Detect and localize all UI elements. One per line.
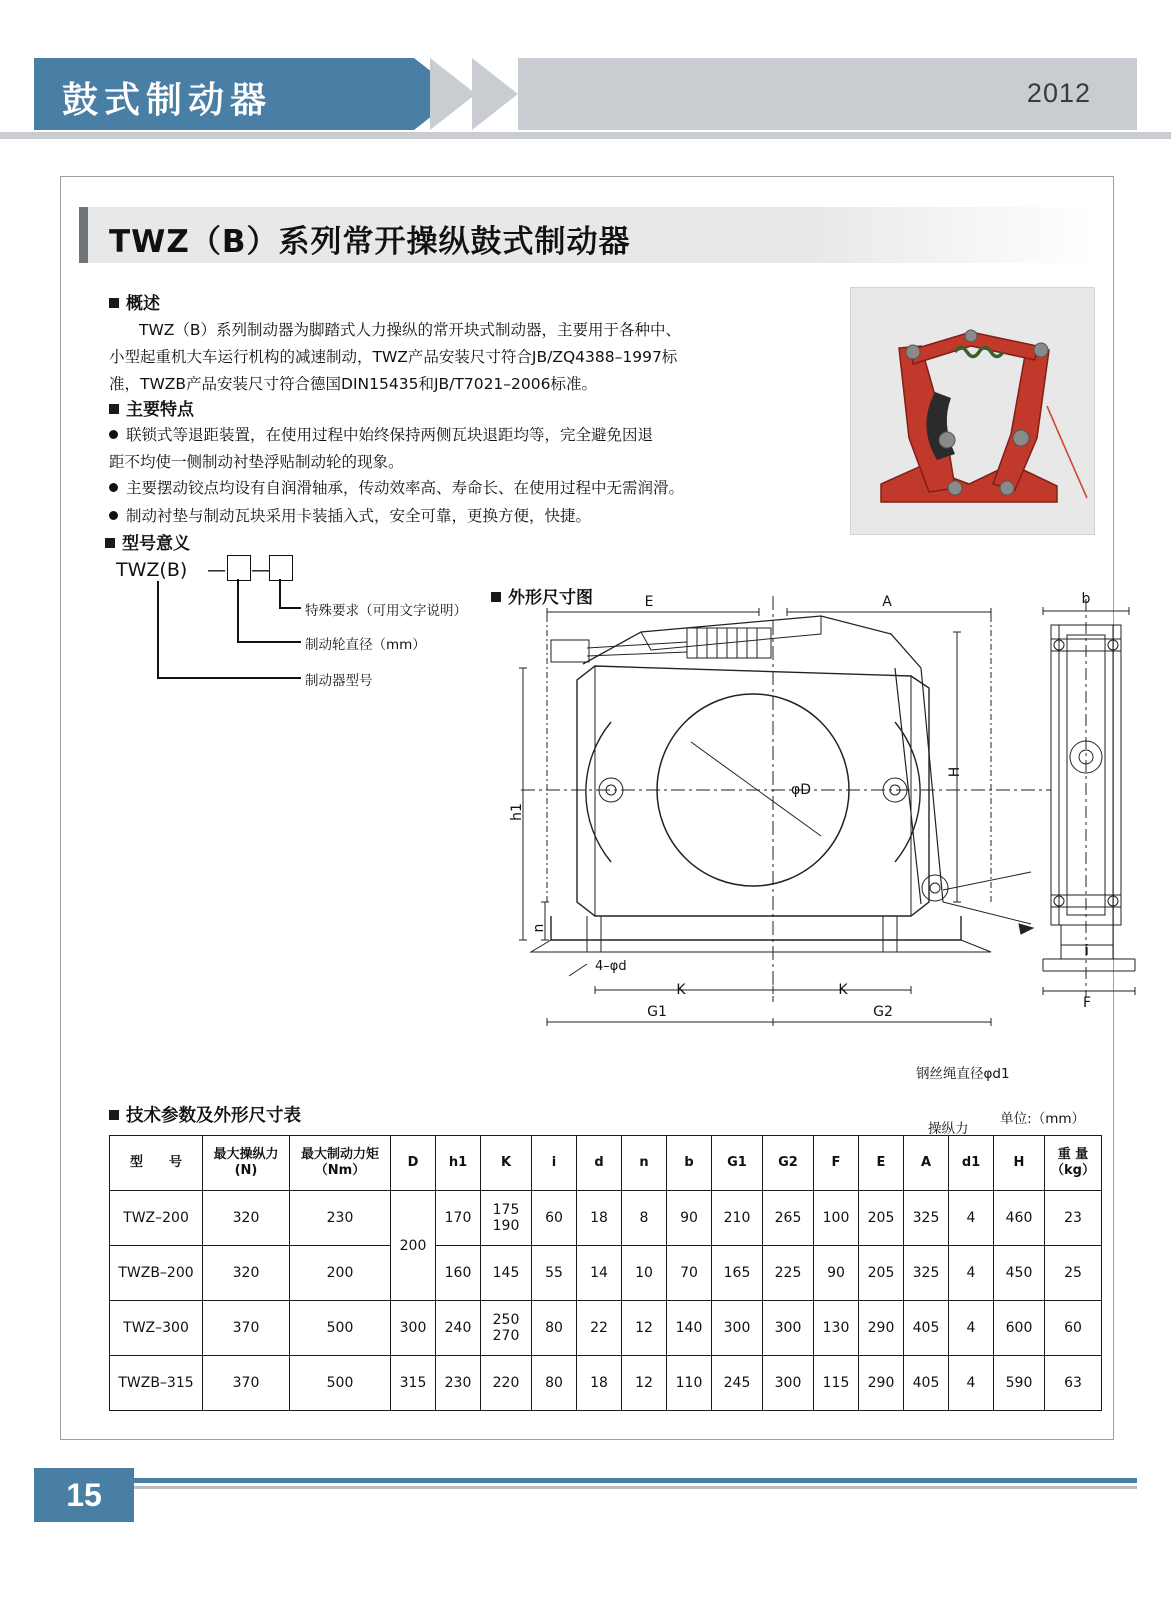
cell-i: 80 <box>532 1356 577 1411</box>
square-bullet-icon <box>105 538 115 548</box>
table-row <box>110 1246 1102 1301</box>
svg-text:H: H <box>947 766 963 778</box>
svg-text:n: n <box>531 923 547 933</box>
th-force: 最大操纵力(N) <box>203 1136 290 1191</box>
th-n: n <box>622 1136 667 1191</box>
th-i: i <box>532 1136 577 1191</box>
header-rule <box>0 132 1171 139</box>
th-weight-line2: （kg） <box>1051 1163 1095 1178</box>
cell-model: TWZB–200 <box>110 1246 203 1301</box>
cell-D: 315 <box>391 1356 436 1411</box>
cell-K <box>481 1301 532 1356</box>
cell-i: 55 <box>532 1246 577 1301</box>
svg-text:4–φd: 4–φd <box>595 959 627 974</box>
cell-G2: 265 <box>763 1191 814 1246</box>
table-header-row <box>110 1136 1102 1191</box>
svg-text:G1: G1 <box>647 1004 667 1020</box>
cell-E: 205 <box>859 1246 904 1301</box>
cell-A: 325 <box>904 1191 949 1246</box>
th-G2: G2 <box>763 1136 814 1191</box>
cell-d: 18 <box>577 1191 622 1246</box>
leader-vert-1 <box>279 579 281 607</box>
outline-drawing-heading: 外形尺寸图 <box>491 583 593 608</box>
rope-diameter-label: 钢丝绳直径φd1 <box>916 1066 1010 1082</box>
cell-b: 70 <box>667 1246 712 1301</box>
header-chevron-1 <box>430 58 476 130</box>
title-band-marker <box>79 207 88 263</box>
cell-model: TWZ–200 <box>110 1191 203 1246</box>
th-h1: h1 <box>436 1136 481 1191</box>
model-code-heading: 型号意义 <box>105 529 190 554</box>
cell-h1: 240 <box>436 1301 481 1356</box>
table-row <box>110 1191 1102 1246</box>
leader-label-3: 制动器型号 <box>305 673 373 689</box>
outline-drawing-side <box>1021 577 1151 1017</box>
model-box-2 <box>269 555 293 581</box>
th-D: D <box>391 1136 436 1191</box>
cell-E: 290 <box>859 1356 904 1411</box>
leader-label-1: 特殊要求（可用文字说明） <box>305 603 467 619</box>
cell-torque: 500 <box>290 1356 391 1411</box>
cell-weight: 60 <box>1045 1301 1102 1356</box>
page-frame <box>60 176 1114 1440</box>
cell-A: 405 <box>904 1356 949 1411</box>
cell-K-line2: 190 <box>492 1218 520 1234</box>
cell-model: TWZB–315 <box>110 1356 203 1411</box>
cell-G1: 245 <box>712 1356 763 1411</box>
svg-text:h1: h1 <box>509 803 525 821</box>
overview-line-2: 小型起重机大车运行机构的减速制动，TWZ产品安装尺寸符合JB/ZQ4388–1997标 <box>109 348 678 366</box>
th-torque <box>290 1136 391 1191</box>
square-bullet-icon <box>109 1110 119 1120</box>
svg-text:K: K <box>676 982 686 998</box>
cell-G2: 300 <box>763 1356 814 1411</box>
cell-G1: 165 <box>712 1246 763 1301</box>
svg-text:K: K <box>838 982 848 998</box>
overview-line-3: 准，TWZB产品安装尺寸符合德国DIN15435和JB/T7021–2006标准。 <box>109 375 597 393</box>
cell-weight: 23 <box>1045 1191 1102 1246</box>
svg-text:b: b <box>1081 591 1091 607</box>
cell-force: 370 <box>203 1301 290 1356</box>
cell-F: 100 <box>814 1191 859 1246</box>
cell-i: 80 <box>532 1301 577 1356</box>
cell-d1: 4 <box>949 1191 994 1246</box>
page-number: 15 <box>34 1468 134 1522</box>
cell-F: 130 <box>814 1301 859 1356</box>
cell-h1: 160 <box>436 1246 481 1301</box>
cell-d: 18 <box>577 1356 622 1411</box>
cell-torque: 230 <box>290 1191 391 1246</box>
cell-D: 200 <box>391 1191 436 1301</box>
model-dash-2: — <box>251 559 270 581</box>
cell-d: 22 <box>577 1301 622 1356</box>
cell-K <box>481 1191 532 1246</box>
th-d: d <box>577 1136 622 1191</box>
cell-G2: 300 <box>763 1301 814 1356</box>
th-weight-line1: 重 量 <box>1057 1147 1089 1162</box>
page-header <box>0 58 1171 130</box>
th-b: b <box>667 1136 712 1191</box>
cell-E: 205 <box>859 1191 904 1246</box>
cell-force: 370 <box>203 1356 290 1411</box>
cell-G1: 300 <box>712 1301 763 1356</box>
cell-G1: 210 <box>712 1191 763 1246</box>
operating-force-label: 操纵力 <box>928 1121 969 1137</box>
cell-n: 8 <box>622 1191 667 1246</box>
overview-line-1: TWZ（B）系列制动器为脚踏式人力操纵的常开块式制动器，主要用于各种中、 <box>139 321 682 339</box>
square-bullet-icon <box>109 298 119 308</box>
cell-F: 90 <box>814 1246 859 1301</box>
cell-force: 320 <box>203 1246 290 1301</box>
cell-b: 140 <box>667 1301 712 1356</box>
feature-item-2 <box>109 475 829 502</box>
cell-h1: 230 <box>436 1356 481 1411</box>
th-weight <box>1045 1136 1102 1191</box>
cell-torque: 500 <box>290 1301 391 1356</box>
th-torque-line1: 最大制动力矩 <box>300 1147 379 1162</box>
leader-horz-2 <box>237 641 301 643</box>
cell-A: 405 <box>904 1301 949 1356</box>
cell-weight: 25 <box>1045 1246 1102 1301</box>
footer-gray-line <box>134 1486 1137 1489</box>
cell-K-line1: 250 <box>492 1312 520 1328</box>
cell-n: 10 <box>622 1246 667 1301</box>
cell-b: 90 <box>667 1191 712 1246</box>
svg-text:G2: G2 <box>873 1004 893 1020</box>
cell-n: 12 <box>622 1301 667 1356</box>
th-K: K <box>481 1136 532 1191</box>
cell-D: 300 <box>391 1301 436 1356</box>
feature-3-text: 制动衬垫与制动瓦块采用卡装插入式，安全可靠，更换方便，快捷。 <box>126 507 592 525</box>
th-d1: d1 <box>949 1136 994 1191</box>
th-torque-line2: （Nm） <box>314 1163 366 1178</box>
cell-A: 325 <box>904 1246 949 1301</box>
model-box-1 <box>227 555 251 581</box>
features-heading: 主要特点 <box>109 395 194 420</box>
cell-d1: 4 <box>949 1246 994 1301</box>
spec-table-heading: 技术参数及外形尺寸表 <box>109 1102 301 1127</box>
feature-item-1 <box>109 422 814 476</box>
leader-vert-2 <box>237 579 239 641</box>
cell-F: 115 <box>814 1356 859 1411</box>
overview-heading: 概述 <box>109 289 160 314</box>
cell-i: 60 <box>532 1191 577 1246</box>
svg-text:F: F <box>1082 995 1092 1011</box>
cell-weight: 63 <box>1045 1356 1102 1411</box>
cell-b: 110 <box>667 1356 712 1411</box>
cell-h1: 170 <box>436 1191 481 1246</box>
leader-horz-3 <box>157 677 301 679</box>
cell-H: 590 <box>994 1356 1045 1411</box>
table-row <box>110 1356 1102 1411</box>
cell-H: 460 <box>994 1191 1045 1246</box>
svg-text:i: i <box>1085 943 1089 959</box>
feature-1-line-1: 联锁式等退距装置，在使用过程中始终保持两侧瓦块退距均等，完全避免因退 <box>126 426 654 444</box>
svg-text:φD: φD <box>791 782 812 798</box>
header-year: 2012 <box>1026 78 1091 108</box>
cell-H: 450 <box>994 1246 1045 1301</box>
cell-G2: 225 <box>763 1246 814 1301</box>
cell-K: 220 <box>481 1356 532 1411</box>
round-bullet-icon <box>109 511 118 520</box>
cell-d1: 4 <box>949 1301 994 1356</box>
model-code-text: TWZ(B) <box>116 559 188 581</box>
header-chevron-2 <box>472 58 518 130</box>
round-bullet-icon <box>109 483 118 492</box>
th-A: A <box>904 1136 949 1191</box>
cell-E: 290 <box>859 1301 904 1356</box>
svg-text:A: A <box>882 594 892 610</box>
th-E: E <box>859 1136 904 1191</box>
feature-2-text: 主要摆动铰点均设有自润滑轴承，传动效率高、寿命长、在使用过程中无需润滑。 <box>126 479 685 497</box>
overview-paragraph <box>109 317 809 398</box>
feature-1-line-2: 距不均使一侧制动衬垫浮贴制动轮的现象。 <box>109 453 404 471</box>
product-photo <box>850 287 1095 535</box>
th-model: 型 号 <box>110 1136 203 1191</box>
leader-vert-3 <box>157 581 159 677</box>
square-bullet-icon <box>109 404 119 414</box>
footer-accent-line <box>134 1478 1137 1483</box>
document-title: TWZ（B）系列常开操纵鼓式制动器 <box>109 224 631 260</box>
model-dash-1: — <box>207 559 226 581</box>
cell-torque: 200 <box>290 1246 391 1301</box>
header-title: 鼓式制动器 <box>62 80 273 121</box>
round-bullet-icon <box>109 430 118 439</box>
cell-d: 14 <box>577 1246 622 1301</box>
th-G1: G1 <box>712 1136 763 1191</box>
svg-text:E: E <box>644 594 654 610</box>
table-row <box>110 1301 1102 1356</box>
cell-H: 600 <box>994 1301 1045 1356</box>
th-F: F <box>814 1136 859 1191</box>
cell-K-line1: 175 <box>492 1202 520 1218</box>
cell-force: 320 <box>203 1191 290 1246</box>
th-H: H <box>994 1136 1045 1191</box>
cell-d1: 4 <box>949 1356 994 1411</box>
leader-label-2: 制动轮直径（mm） <box>305 637 426 653</box>
cell-K-line2: 270 <box>492 1328 520 1344</box>
table-unit-note: 单位:（mm） <box>1000 1111 1085 1127</box>
leader-horz-1 <box>279 607 301 609</box>
spec-table <box>109 1135 1102 1411</box>
cell-n: 12 <box>622 1356 667 1411</box>
feature-item-3 <box>109 503 829 530</box>
cell-model: TWZ–300 <box>110 1301 203 1356</box>
cell-K: 145 <box>481 1246 532 1301</box>
